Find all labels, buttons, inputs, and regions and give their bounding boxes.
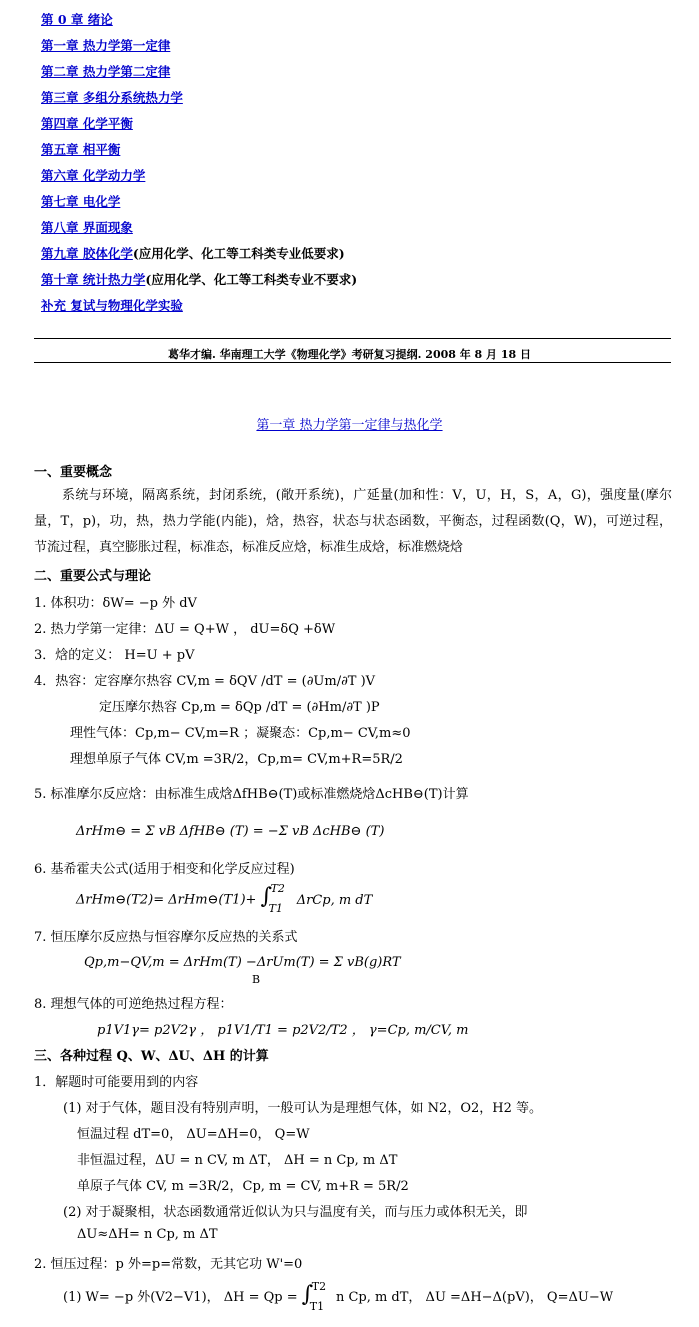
integral-upper-limit: T2 xyxy=(270,882,285,895)
toc-link[interactable]: 第九章 胶体化学 xyxy=(41,246,133,261)
header-rule xyxy=(34,338,671,339)
toc-note: (应用化学、化工等工科类专业不要求) xyxy=(145,272,358,287)
standard-reaction-enthalpy: 5. 标准摩尔反应焓：由标准生成焓ΔfHB⊖(T)或标准燃烧焓ΔcHB⊖(T)计算 xyxy=(34,787,469,802)
isobaric-rhs: n Cp, m dT， ΔU =ΔH−Δ(pV)， Q=ΔU−W xyxy=(335,1290,614,1305)
toc-link[interactable]: 补充 复试与物理化学实验 xyxy=(41,298,183,313)
toc-item xyxy=(41,244,357,270)
toc-link[interactable]: 第十章 统计热力学 xyxy=(41,272,146,287)
integral-lower-limit: T1 xyxy=(268,902,283,915)
formula-cv: 4．热容：定容摩尔热容 CV,m = δQV /dT = (∂Um/∂T )V xyxy=(34,674,376,689)
solving-heading: 1．解题时可能要用到的内容 xyxy=(34,1075,199,1090)
formula-first-law: 2. 热力学第一定律：ΔU = Q+W ， dU=δQ +δW xyxy=(34,622,336,637)
byline-rule xyxy=(34,362,671,363)
adiabatic-heading: 8. 理想气体的可逆绝热过程方程： xyxy=(34,997,233,1012)
toc-link[interactable]: 第六章 化学动力学 xyxy=(41,168,146,183)
formula-cp-cv: 理性气体：Cp,m− CV,m=R ；凝聚态：Cp,m− CV,m≈0 xyxy=(70,726,411,741)
formula-monatomic: 理想单原子气体 CV,m =3R/2，Cp,m= CV,m+R=5R/2 xyxy=(70,752,403,767)
byline: 葛华才编. 华南理工大学《物理化学》考研复习提纲. 2008 年 8 月 18 日 xyxy=(167,348,532,361)
toc-item xyxy=(41,62,357,88)
kirchhoff-lhs: ΔrHm⊖(T2)= ΔrHm⊖(T1)+ xyxy=(76,892,257,908)
toc-item xyxy=(41,270,357,296)
toc-link[interactable]: 第四章 化学平衡 xyxy=(41,116,133,131)
chapter-title-link[interactable]: 第一章 热力学第一定律与热化学 xyxy=(256,418,443,433)
formula-cp: 定压摩尔热容 Cp,m = δQp /dT = (∂Hm/∂T )P xyxy=(99,700,380,715)
non-isothermal: 非恒温过程，ΔU = n CV, m ΔT， ΔH = n Cp, m ΔT xyxy=(77,1153,398,1168)
chapter-title xyxy=(0,414,699,433)
toc-link[interactable]: 第五章 相平衡 xyxy=(41,142,121,157)
isobaric-formula xyxy=(63,1279,614,1313)
toc-item xyxy=(41,114,357,140)
toc-link[interactable]: 第二章 热力学第二定律 xyxy=(41,64,171,79)
section-heading-formulas: 二、重要公式与理论 xyxy=(34,569,152,584)
toc-item xyxy=(41,296,357,322)
toc-note: (应用化学、化工等工科类专业低要求) xyxy=(132,246,345,261)
toc-item xyxy=(41,88,357,114)
formula-adiabatic: p1V1γ= p2V2γ ， p1V1/T1 = p2V2/T2 ， γ=Cp, m/CV, m xyxy=(97,1023,469,1038)
toc-item xyxy=(41,192,357,218)
isothermal: 恒温过程 dT=0， ΔU=ΔH=0， Q=W xyxy=(77,1127,310,1142)
monatomic-gas: 单原子气体 CV, m =3R/2，Cp, m = CV, m+R = 5R/2 xyxy=(77,1179,409,1194)
isobaric-lhs: (1) W= −p 外(V2−V1)， ΔH = Qp = xyxy=(63,1290,298,1305)
toc-item xyxy=(41,218,357,244)
section-heading-concepts: 一、重要概念 xyxy=(34,465,113,480)
toc-item xyxy=(41,10,357,36)
toc-link[interactable]: 第七章 电化学 xyxy=(41,194,121,209)
formula-reaction-enthalpy: ΔrHm⊖ = Σ vB ΔfHB⊖ (T) = −Σ vB ΔcHB⊖ (T) xyxy=(76,824,385,839)
formula-volume-work: 1. 体积功：δW= −p 外 dV xyxy=(34,596,197,611)
condensed-note: (2) 对于凝聚相，状态函数通常近似认为只与温度有关，而与压力或体积无关，即 xyxy=(63,1205,528,1220)
toc-link[interactable]: 第三章 多组分系统热力学 xyxy=(41,90,183,105)
toc-link[interactable]: 第八章 界面现象 xyxy=(41,220,133,235)
integral-upper-limit: T2 xyxy=(311,1279,327,1293)
integral-lower-limit: T1 xyxy=(309,1299,325,1313)
kirchhoff-heading: 6. 基希霍夫公式(适用于相变和化学反应过程) xyxy=(34,862,295,877)
gas-note: (1) 对于气体，题目没有特别声明，一般可认为是理想气体，如 N2，O2，H2 等。 xyxy=(63,1101,542,1116)
toc-item xyxy=(41,140,357,166)
formula-enthalpy-def: 3．焓的定义： H=U + pV xyxy=(34,648,195,663)
sum-index: B xyxy=(252,973,261,986)
integral-sign: ∫ T2 T1 xyxy=(260,882,285,915)
section-heading-processes: 三、各种过程 Q、W、ΔU、ΔH 的计算 xyxy=(34,1049,269,1064)
concepts-paragraph: 系统与环境，隔离系统，封闭系统，(敞开系统)，广延量(加和性：V，U，H，S，A，G)，强度量(摩尔量，T，p)，功，热，热力学能(内能)，焓，热容，状态与状态函数，平衡态，过程函数(Q，W)，可逆过程，节流过程，真空膨胀过程，标准态，标准反应焓，标准生成焓，标准燃烧焓 xyxy=(34,488,672,555)
condensed-formula: ΔU≈ΔH= n Cp, m ΔT xyxy=(77,1227,218,1242)
isobaric-heading: 2. 恒压过程：p 外=p=常数，无其它功 W'=0 xyxy=(34,1257,303,1272)
toc-link[interactable]: 第一章 热力学第一定律 xyxy=(41,38,171,53)
toc-item xyxy=(41,166,357,192)
kirchhoff-integrand: ΔrCp, m dT xyxy=(296,892,373,908)
formula-kirchhoff xyxy=(76,882,373,915)
table-of-contents xyxy=(41,10,357,322)
toc-item xyxy=(41,36,357,62)
integral-sign: ∫ T2 T1 xyxy=(301,1279,327,1313)
toc-link[interactable]: 第 0 章 绪论 xyxy=(41,12,113,27)
formula-qp-qv: Qp,m−QV,m = ΔrHm(T) −ΔrUm(T) = Σ vB(g)RT xyxy=(84,955,401,970)
qp-qv-heading: 7. 恒压摩尔反应热与恒容摩尔反应热的关系式 xyxy=(34,930,298,945)
